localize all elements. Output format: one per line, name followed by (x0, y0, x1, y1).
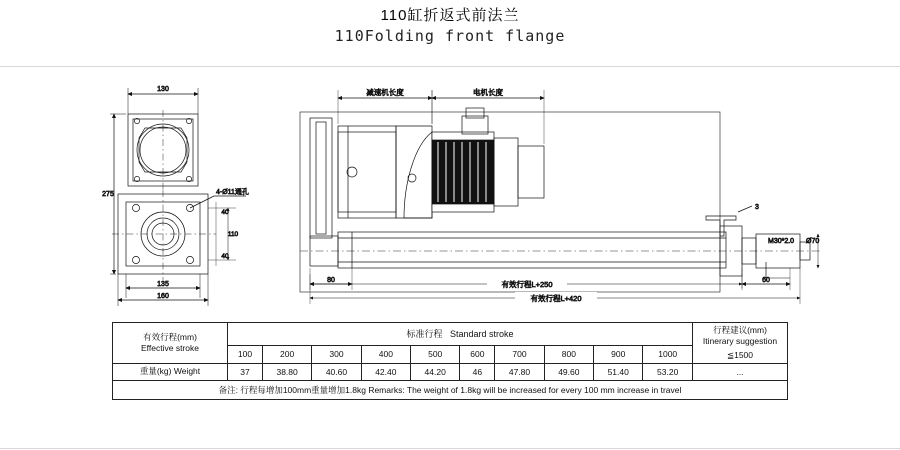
dim-rod-thread: M30*2.0 (768, 238, 795, 245)
label-itinerary-cn: 行程建议(mm) (713, 325, 767, 335)
label-standard-stroke-en: Standard stroke (449, 329, 514, 340)
cell-weight-label (113, 364, 228, 380)
cell-itinerary-suggestion-label (693, 323, 788, 364)
table-row-weights (113, 364, 788, 380)
dim-rod-diameter: Ø70 (806, 238, 820, 245)
cell-weight-6: 47.80 (495, 364, 544, 380)
cell-standard-stroke-header (228, 323, 693, 346)
dim-main-60: 60 (762, 277, 770, 284)
cell-weight-7: 49.60 (544, 364, 593, 380)
cell-stroke-7: 800 (544, 345, 593, 364)
cell-weight-0: 37 (228, 364, 263, 380)
cell-stroke-4: 500 (411, 345, 460, 364)
cell-weight-5: 46 (460, 364, 495, 380)
dim-motor-length: 电机长度 (473, 88, 503, 97)
dim-gearbox-length: 减速机长度 (366, 88, 404, 97)
cell-note: 备注: 行程每增加100mm重量增加1.8kg Remarks: The weight of 1.8kg will be increased for every 100 mm increase in travel (113, 380, 788, 399)
table-row (113, 323, 788, 346)
label-weight-cn: 重量(kg) (139, 366, 172, 377)
label-effective-stroke-en: Effective stroke (141, 343, 199, 354)
dim-left-bottom-outer: 160 (157, 293, 169, 300)
cell-effective-stroke-label (113, 323, 228, 364)
label-itinerary-en: Itinerary suggestion (702, 336, 778, 347)
page-title-en: 110Folding front flange (334, 27, 566, 45)
dim-stroke-250: 有效行程L+250 (501, 280, 553, 289)
cell-weight-8: 51.40 (594, 364, 643, 380)
dim-right-40-bottom: 40 (221, 253, 229, 260)
label-weight-en: Weight (173, 366, 201, 377)
cell-weight-1: 38.80 (262, 364, 311, 380)
cell-weight-3: 42.40 (361, 364, 410, 380)
cell-stroke-9: 1000 (643, 345, 693, 364)
cell-stroke-0: 100 (228, 345, 263, 364)
cell-stroke-5: 600 (460, 345, 495, 364)
technical-drawing (0, 66, 900, 316)
title-block (0, 4, 900, 45)
cell-weight-9: 53.20 (643, 364, 693, 380)
cell-weight-2: 40.60 (312, 364, 361, 380)
dim-right-40-top: 40 (221, 209, 229, 216)
cell-stroke-1: 200 (262, 345, 311, 364)
dim-right-110: 110 (227, 231, 239, 238)
dim-left-top: 130 (157, 86, 169, 93)
label-standard-stroke-cn: 标准行程 (406, 329, 443, 340)
cell-weight-4: 44.20 (411, 364, 460, 380)
dim-main-80: 80 (327, 277, 335, 284)
spec-table-container (112, 322, 788, 400)
cell-stroke-3: 400 (361, 345, 410, 364)
label-effective-stroke-cn: 有效行程(mm) (143, 331, 197, 342)
itinerary-suggestion-value: ≦1500 (726, 349, 754, 360)
dim-stroke-420: 有效行程L+420 (530, 294, 582, 303)
spec-table (112, 322, 788, 400)
dim-left-height: 275 (102, 191, 114, 198)
divider-bottom (0, 448, 900, 449)
page-title-cn: 110缸折返式前法兰 (380, 7, 520, 24)
cell-stroke-8: 900 (594, 345, 643, 364)
cell-stroke-2: 300 (312, 345, 361, 364)
dim-left-bottom-inner: 135 (157, 281, 169, 288)
cell-stroke-6: 700 (495, 345, 544, 364)
dim-flange-3: 3 (755, 204, 759, 211)
note-through-holes: 4-Ø11通孔 (216, 189, 249, 196)
table-row-note (113, 380, 788, 399)
cell-suggestion-weight: ... (693, 364, 788, 380)
